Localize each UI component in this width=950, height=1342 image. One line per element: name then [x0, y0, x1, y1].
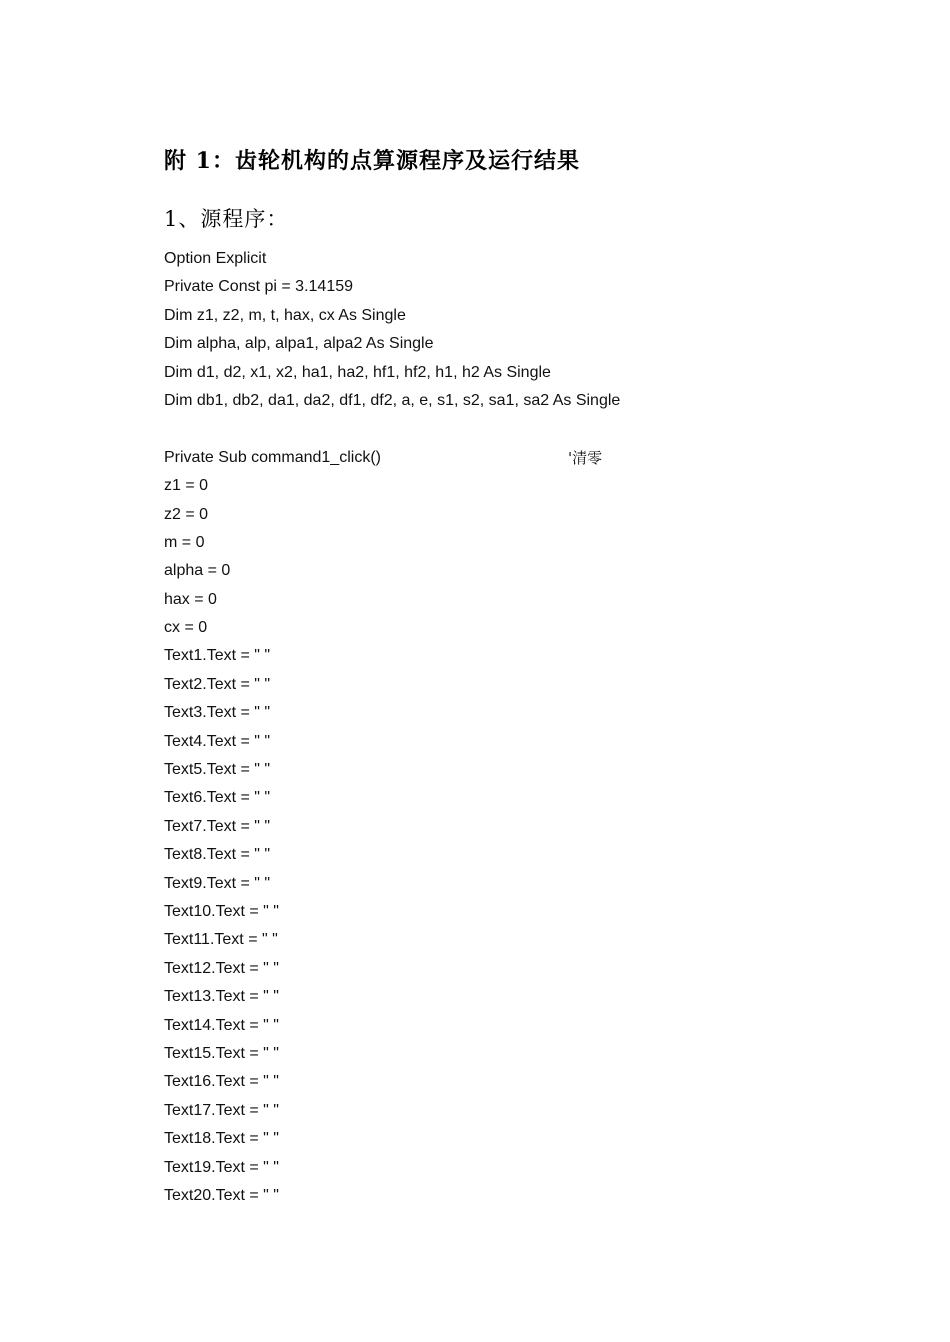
- code-line: Text18.Text = " ": [164, 1130, 279, 1148]
- code-line: Text3.Text = " ": [164, 704, 271, 722]
- code-line: m = 0: [164, 533, 205, 551]
- code-line: Text7.Text = " ": [164, 817, 271, 835]
- code-line: alpha = 0: [164, 562, 231, 580]
- code-line: Text5.Text = " ": [164, 761, 271, 779]
- code-line: Dim alpha, alp, alpa1, alpa2 As Single: [164, 335, 434, 353]
- code-line: Text16.Text = " ": [164, 1073, 279, 1091]
- code-comment: '清零: [568, 448, 603, 467]
- code-line: Text1.Text = " ": [164, 647, 271, 665]
- blank-line: [164, 415, 864, 443]
- code-line: Text20.Text = " ": [164, 1186, 279, 1204]
- code-line: Text8.Text = " ": [164, 846, 271, 864]
- source-code-block: [164, 245, 864, 1210]
- code-line: Text11.Text = " ": [164, 931, 278, 949]
- code-line: Text9.Text = " ": [164, 874, 271, 892]
- code-line: Text4.Text = " ": [164, 732, 271, 750]
- code-line: Text10.Text = " ": [164, 902, 279, 920]
- sub-header-line: [164, 444, 864, 472]
- code-line: Dim d1, d2, x1, x2, ha1, ha2, hf1, hf2, h1, h2 As Single: [164, 363, 551, 381]
- code-line: hax = 0: [164, 590, 217, 608]
- code-line: Text19.Text = " ": [164, 1158, 279, 1176]
- code-line: Text2.Text = " ": [164, 675, 271, 693]
- sub-header-code: Private Sub command1_click(): [164, 448, 381, 466]
- code-line: Text14.Text = " ": [164, 1016, 279, 1034]
- code-line: Text15.Text = " ": [164, 1044, 279, 1062]
- code-line: Text17.Text = " ": [164, 1101, 279, 1119]
- code-line: Text13.Text = " ": [164, 988, 279, 1006]
- code-line: Dim z1, z2, m, t, hax, cx As Single: [164, 306, 406, 324]
- code-line: Private Const pi = 3.14159: [164, 278, 354, 296]
- section-heading: 1、源程序：: [164, 207, 289, 231]
- code-line: Dim db1, db2, da1, da2, df1, df2, a, e, s1, s2, sa1, sa2 As Single: [164, 391, 621, 409]
- code-line: cx = 0: [164, 619, 208, 637]
- document-heading: 附 1：齿轮机构的点算源程序及运行结果: [164, 148, 580, 174]
- code-line: z1 = 0: [164, 477, 209, 495]
- code-line: Option Explicit: [164, 250, 267, 267]
- code-line: Text6.Text = " ": [164, 789, 271, 807]
- code-line: Text12.Text = " ": [164, 959, 279, 977]
- code-line: z2 = 0: [164, 505, 209, 523]
